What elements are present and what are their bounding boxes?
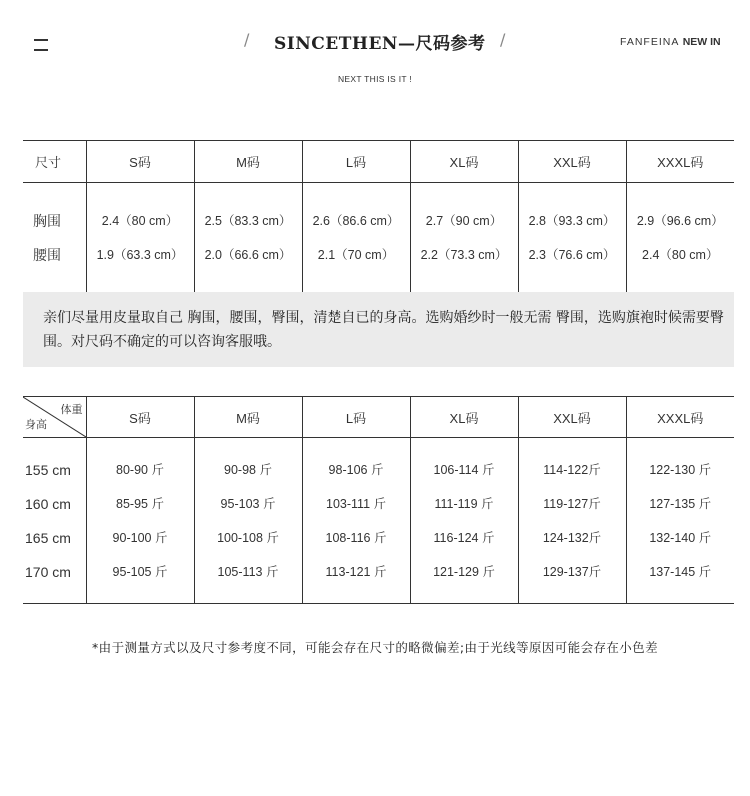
weight-range: 113-121 斤 <box>325 564 387 579</box>
size-header-m: M码 <box>194 141 302 183</box>
waist-value: 2.2（73.3 cm） <box>420 247 508 262</box>
table-header-row <box>23 141 734 183</box>
menu-icon[interactable] <box>34 39 48 51</box>
weight-range: 121-129 斤 <box>433 564 495 579</box>
size-header-xxl: XXL码 <box>518 397 626 438</box>
size-xxl-values <box>518 183 626 293</box>
weight-range: 132-140 斤 <box>649 530 712 545</box>
weight-range: 137-145 斤 <box>649 564 712 579</box>
brand-label <box>620 36 721 48</box>
size-xxxl-weights <box>626 438 734 604</box>
size-xl-weights <box>410 438 518 604</box>
size-label-header: 尺寸 <box>23 141 86 183</box>
size-header-xl: XL码 <box>410 397 518 438</box>
chest-value: 2.5（83.3 cm） <box>204 213 292 228</box>
corner-weight-label: 体重 <box>60 404 83 416</box>
height-label: 155 cm <box>25 461 71 478</box>
weight-range: 80-90 斤 <box>116 462 164 477</box>
size-header-l: L码 <box>302 397 410 438</box>
weight-range: 122-130 斤 <box>649 462 712 477</box>
weight-range: 98-106 斤 <box>328 462 384 477</box>
weight-range: 114-122斤 <box>543 462 601 477</box>
size-header-m: M码 <box>194 397 302 438</box>
size-s-values <box>86 183 194 293</box>
waist-value: 2.0（66.6 cm） <box>204 247 292 262</box>
size-header-s: S码 <box>86 397 194 438</box>
row-label-chest: 胸围 <box>33 212 61 229</box>
size-l-weights <box>302 438 410 604</box>
height-label: 165 cm <box>25 529 71 546</box>
height-label: 170 cm <box>25 563 71 580</box>
size-header-s: S码 <box>86 141 194 183</box>
title-divider-left: / <box>244 30 250 49</box>
row-labels <box>23 183 86 293</box>
corner-height-label: 身高 <box>25 419 47 431</box>
waist-value: 2.1（70 cm） <box>317 247 395 262</box>
waist-value: 2.4（80 cm） <box>642 247 719 262</box>
size-header-xxl: XXL码 <box>518 141 626 183</box>
weight-range: 95-103 斤 <box>220 496 276 511</box>
size-m-values <box>194 183 302 293</box>
title-divider-right: / <box>500 30 506 49</box>
size-s-weights <box>86 438 194 604</box>
weight-range: 105-113 斤 <box>217 564 279 579</box>
weight-range: 111-119 斤 <box>434 496 494 511</box>
table-row <box>23 438 734 604</box>
size-header-l: L码 <box>302 141 410 183</box>
page-subtitle: NEXT THIS IS IT ! <box>337 74 413 84</box>
weight-range: 106-114 斤 <box>433 462 495 477</box>
corner-cell <box>23 397 86 438</box>
measurement-note: 亲们尽量用皮量取自己 胸围，腰围，臀围，清楚自已的身高。选购婚纱时一般无需 臀围，选购旗袍时候需要臀围。对尺码不确定的可以咨询客服哦。 <box>43 310 724 350</box>
waist-value: 1.9（63.3 cm） <box>96 247 184 262</box>
brand-name: FANFEINA <box>620 36 679 48</box>
page-title: SINCETHEN—尺码参考 <box>274 34 486 54</box>
weight-range: 116-124 斤 <box>433 530 495 545</box>
size-l-values <box>302 183 410 293</box>
brand-tag: NEW IN <box>682 36 721 48</box>
weight-range: 85-95 斤 <box>116 496 164 511</box>
footnote: *由于测量方式以及尺寸参考度不同，可能会存在尺寸的略微偏差;由于光线等原因可能会存在小色差 <box>92 640 658 655</box>
weight-range: 95-105 斤 <box>112 564 168 579</box>
size-header-xl: XL码 <box>410 141 518 183</box>
weight-range: 90-98 斤 <box>224 462 272 477</box>
chest-value: 2.7（90 cm） <box>425 213 503 228</box>
waist-value: 2.3（76.6 cm） <box>528 247 616 262</box>
chest-value: 2.4（80 cm） <box>101 213 179 228</box>
weight-range: 127-135 斤 <box>649 496 712 511</box>
height-labels <box>23 438 86 604</box>
table-header-row <box>23 397 734 438</box>
size-xxxl-values <box>626 183 734 293</box>
size-xl-values <box>410 183 518 293</box>
weight-range: 103-111 斤 <box>326 496 386 511</box>
row-label-waist: 腰围 <box>33 246 61 263</box>
chest-value: 2.6（86.6 cm） <box>312 213 400 228</box>
size-m-weights <box>194 438 302 604</box>
height-label: 160 cm <box>25 495 71 512</box>
size-header-xxxl: XXXL码 <box>626 397 734 438</box>
weight-height-table <box>23 396 734 604</box>
weight-range: 108-116 斤 <box>325 530 387 545</box>
weight-range: 129-137斤 <box>542 564 602 579</box>
weight-range: 90-100 斤 <box>112 530 168 545</box>
chest-value: 2.9（96.6 cm） <box>636 213 724 228</box>
weight-range: 119-127斤 <box>543 496 601 511</box>
weight-range: 100-108 斤 <box>217 530 279 545</box>
measurement-table <box>23 140 734 293</box>
chest-value: 2.8（93.3 cm） <box>528 213 616 228</box>
table-row <box>23 183 734 293</box>
size-header-xxxl: XXXL码 <box>626 141 734 183</box>
size-xxl-weights <box>518 438 626 604</box>
weight-range: 124-132斤 <box>542 530 602 545</box>
